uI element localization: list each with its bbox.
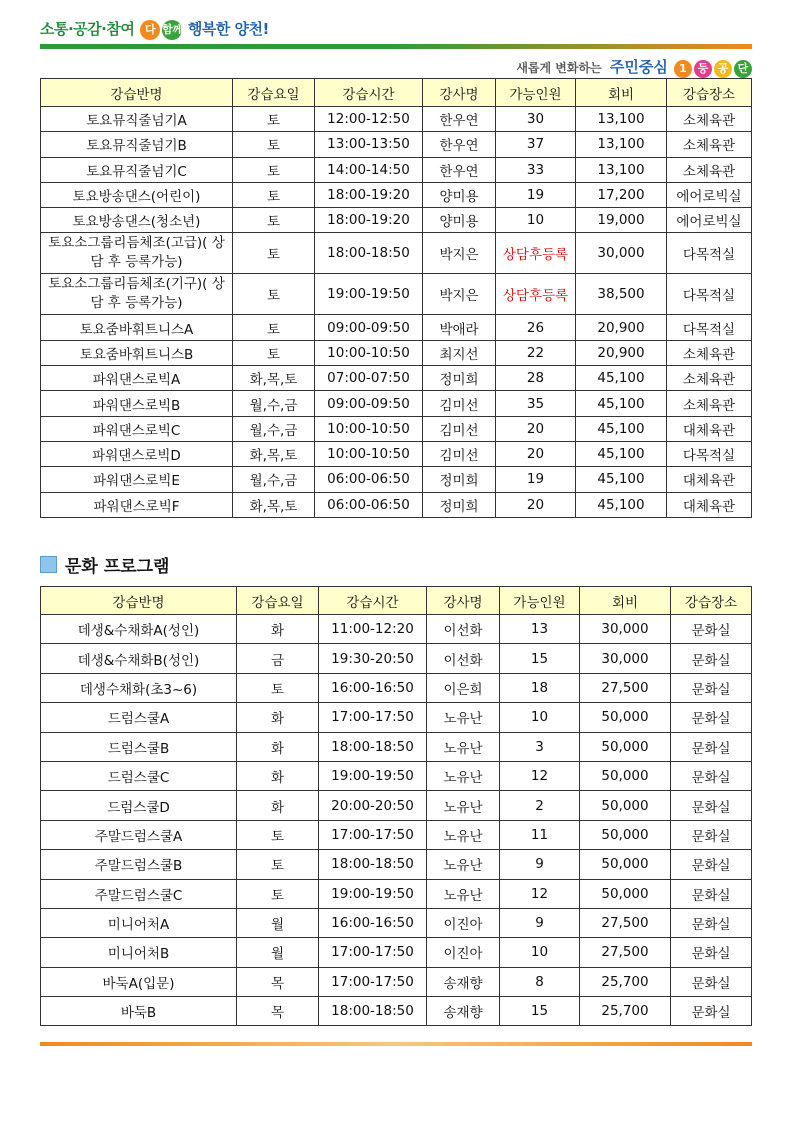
cell-instructor: 이진아 [427, 908, 500, 937]
table-row [41, 938, 752, 967]
cell-day: 월,수,금 [233, 467, 315, 492]
col-header-time: 강습시간 [319, 587, 427, 615]
cell-class-name: 파워댄스로빅D [41, 441, 233, 466]
cell-day: 화 [237, 615, 319, 644]
cell-class-name: 데생&수채화B(성인) [41, 644, 237, 673]
cell-capacity: 10 [500, 938, 580, 967]
cell-class-name: 바둑A(입문) [41, 967, 237, 996]
cell-class-name: 주말드럼스쿨C [41, 879, 237, 908]
cell-capacity: 20 [496, 441, 576, 466]
cell-place: 대체육관 [667, 492, 752, 517]
cell-class-name: 드럼스쿨A [41, 703, 237, 732]
cell-time: 19:00-19:50 [315, 274, 423, 315]
cell-fee: 19,000 [576, 208, 667, 233]
cell-class-name: 파워댄스로빅B [41, 391, 233, 416]
table-row [41, 233, 752, 274]
col-header-instructor: 강사명 [423, 79, 496, 107]
cell-instructor: 한우연 [423, 107, 496, 132]
cell-fee: 13,100 [576, 107, 667, 132]
table-header-row [41, 79, 752, 107]
table-row [41, 850, 752, 879]
cell-instructor: 김미선 [423, 416, 496, 441]
cell-capacity: 20 [496, 416, 576, 441]
cell-time: 12:00-12:50 [315, 107, 423, 132]
cell-place: 소체육관 [667, 340, 752, 365]
cell-day: 토 [233, 208, 315, 233]
sub-slogan-badge-1: 1 [674, 60, 692, 78]
cell-instructor: 이선화 [427, 644, 500, 673]
cell-day: 토 [237, 820, 319, 849]
cell-time: 17:00-17:50 [319, 938, 427, 967]
cell-fee: 38,500 [576, 274, 667, 315]
col-header-capacity: 가능인원 [500, 587, 580, 615]
cell-day: 월 [237, 938, 319, 967]
cell-time: 10:00-10:50 [315, 441, 423, 466]
cell-class-name: 토요방송댄스(청소년) [41, 208, 233, 233]
cell-day: 금 [237, 644, 319, 673]
cell-day: 토 [237, 850, 319, 879]
table-row [41, 132, 752, 157]
cell-fee: 50,000 [580, 761, 671, 790]
cell-class-name: 토요소그룹리듬체조(고급)( 상담 후 등록가능) [41, 233, 233, 274]
table-row [41, 107, 752, 132]
cell-time: 18:00-18:50 [319, 850, 427, 879]
cell-place: 문화실 [671, 938, 752, 967]
table-row [41, 908, 752, 937]
sub-slogan-badge-3: 공 [714, 60, 732, 78]
cell-fee: 45,100 [576, 492, 667, 517]
cell-class-name: 파워댄스로빅C [41, 416, 233, 441]
cell-day: 토 [237, 673, 319, 702]
cell-fee: 17,200 [576, 182, 667, 207]
cell-place: 소체육관 [667, 107, 752, 132]
cell-day: 화 [237, 791, 319, 820]
cell-capacity: 18 [500, 673, 580, 702]
cell-place: 소체육관 [667, 391, 752, 416]
cell-day: 토 [233, 132, 315, 157]
cell-instructor: 이진아 [427, 938, 500, 967]
table-row [41, 391, 752, 416]
sub-slogan [516, 56, 752, 78]
cell-instructor: 노유난 [427, 791, 500, 820]
cell-capacity: 13 [500, 615, 580, 644]
cell-fee: 13,100 [576, 132, 667, 157]
cell-day: 월,수,금 [233, 416, 315, 441]
table-row [41, 732, 752, 761]
cell-capacity: 15 [500, 997, 580, 1026]
cell-instructor: 한우연 [423, 157, 496, 182]
cell-instructor: 양미용 [423, 208, 496, 233]
cell-time: 09:00-09:50 [315, 391, 423, 416]
cell-capacity: 상담후등록 [496, 274, 576, 315]
table-row [41, 997, 752, 1026]
col-header-class: 강습반명 [41, 79, 233, 107]
table-row [41, 274, 752, 315]
col-header-fee: 회비 [576, 79, 667, 107]
cell-fee: 27,500 [580, 908, 671, 937]
cell-instructor: 김미선 [423, 441, 496, 466]
cell-time: 20:00-20:50 [319, 791, 427, 820]
cell-place: 문화실 [671, 703, 752, 732]
cell-class-name: 드럼스쿨C [41, 761, 237, 790]
cell-capacity: 20 [496, 492, 576, 517]
cell-class-name: 주말드럼스쿨B [41, 850, 237, 879]
cell-day: 토 [233, 233, 315, 274]
cell-place: 문화실 [671, 820, 752, 849]
cell-fee: 25,700 [580, 967, 671, 996]
cell-day: 토 [233, 157, 315, 182]
cell-day: 토 [233, 182, 315, 207]
cell-instructor: 양미용 [423, 182, 496, 207]
cell-place: 문화실 [671, 644, 752, 673]
cell-class-name: 토요소그룹리듬체조(기구)( 상담 후 등록가능) [41, 274, 233, 315]
cell-time: 11:00-12:20 [319, 615, 427, 644]
cell-fee: 30,000 [580, 615, 671, 644]
cell-time: 17:00-17:50 [319, 967, 427, 996]
cell-class-name: 데생수채화(초3~6) [41, 673, 237, 702]
cell-fee: 45,100 [576, 467, 667, 492]
cell-class-name: 토요줌바휘트니스A [41, 315, 233, 340]
cell-instructor: 김미선 [423, 391, 496, 416]
col-header-place: 강습장소 [667, 79, 752, 107]
cell-day: 월 [237, 908, 319, 937]
table-row [41, 340, 752, 365]
cell-day: 토 [233, 107, 315, 132]
cell-place: 문화실 [671, 761, 752, 790]
cell-class-name: 드럼스쿨B [41, 732, 237, 761]
cell-fee: 45,100 [576, 441, 667, 466]
header-rule [40, 44, 752, 49]
cell-capacity: 33 [496, 157, 576, 182]
cell-fee: 25,700 [580, 997, 671, 1026]
col-header-fee: 회비 [580, 587, 671, 615]
cell-capacity: 19 [496, 467, 576, 492]
cell-instructor: 이은희 [427, 673, 500, 702]
slogan-prefix: 소통·공감·참여 [40, 20, 135, 38]
sub-slogan-badge-4: 단 [734, 60, 752, 78]
cell-place: 문화실 [671, 967, 752, 996]
table-row [41, 182, 752, 207]
cell-fee: 27,500 [580, 673, 671, 702]
cell-place: 문화실 [671, 791, 752, 820]
cell-day: 화 [237, 761, 319, 790]
table-row [41, 315, 752, 340]
cell-instructor: 송재향 [427, 967, 500, 996]
table-row [41, 157, 752, 182]
cell-time: 19:00-19:50 [319, 879, 427, 908]
cell-class-name: 토요뮤직줄넘기C [41, 157, 233, 182]
cell-day: 토 [233, 274, 315, 315]
cell-capacity: 37 [496, 132, 576, 157]
cell-instructor: 정미희 [423, 467, 496, 492]
cell-capacity: 30 [496, 107, 576, 132]
cell-time: 06:00-06:50 [315, 492, 423, 517]
cell-place: 문화실 [671, 732, 752, 761]
cell-capacity: 10 [496, 208, 576, 233]
cell-place: 대체육관 [667, 467, 752, 492]
slogan-mark-da: 다 [140, 20, 160, 40]
col-header-day: 강습요일 [233, 79, 315, 107]
cell-time: 13:00-13:50 [315, 132, 423, 157]
cell-day: 화 [237, 732, 319, 761]
table-row [41, 416, 752, 441]
cell-instructor: 노유난 [427, 820, 500, 849]
cell-capacity: 8 [500, 967, 580, 996]
cell-day: 화,목,토 [233, 441, 315, 466]
cell-fee: 50,000 [580, 732, 671, 761]
cell-class-name: 드럼스쿨D [41, 791, 237, 820]
table-row [41, 492, 752, 517]
cell-class-name: 토요줌바휘트니스B [41, 340, 233, 365]
cell-time: 17:00-17:50 [319, 820, 427, 849]
cell-capacity: 3 [500, 732, 580, 761]
cell-instructor: 송재향 [427, 997, 500, 1026]
cell-class-name: 파워댄스로빅E [41, 467, 233, 492]
cell-fee: 50,000 [580, 820, 671, 849]
cell-instructor: 최지선 [423, 340, 496, 365]
slogan-suffix: 행복한 양천! [187, 20, 269, 38]
square-bullet-icon [40, 556, 57, 573]
cell-day: 목 [237, 967, 319, 996]
cell-class-name: 바둑B [41, 997, 237, 1026]
cell-time: 16:00-16:50 [319, 673, 427, 702]
cell-capacity: 26 [496, 315, 576, 340]
cell-fee: 30,000 [580, 644, 671, 673]
cell-instructor: 정미희 [423, 492, 496, 517]
cell-time: 10:00-10:50 [315, 340, 423, 365]
cell-place: 문화실 [671, 673, 752, 702]
cell-fee: 50,000 [580, 879, 671, 908]
cell-day: 화 [237, 703, 319, 732]
cell-class-name: 데생&수채화A(성인) [41, 615, 237, 644]
cell-capacity: 19 [496, 182, 576, 207]
cell-capacity: 11 [500, 820, 580, 849]
cell-place: 대체육관 [667, 416, 752, 441]
cell-capacity: 상담후등록 [496, 233, 576, 274]
cell-time: 19:00-19:50 [319, 761, 427, 790]
cell-time: 18:00-18:50 [315, 233, 423, 274]
cell-class-name: 토요뮤직줄넘기B [41, 132, 233, 157]
cell-place: 다목적실 [667, 315, 752, 340]
cell-place: 에어로빅실 [667, 208, 752, 233]
footer-rule [40, 1042, 752, 1046]
cell-day: 화,목,토 [233, 366, 315, 391]
table-row [41, 673, 752, 702]
cell-capacity: 9 [500, 850, 580, 879]
table-row [41, 366, 752, 391]
cell-capacity: 12 [500, 879, 580, 908]
header-slogan [40, 18, 269, 40]
cell-capacity: 10 [500, 703, 580, 732]
sports-program-table [40, 78, 752, 518]
col-header-instructor: 강사명 [427, 587, 500, 615]
cell-place: 문화실 [671, 908, 752, 937]
sub-slogan-prefix: 새롭게 변화하는 [516, 61, 602, 75]
cell-day: 목 [237, 997, 319, 1026]
cell-fee: 45,100 [576, 366, 667, 391]
col-header-time: 강습시간 [315, 79, 423, 107]
cell-instructor: 노유난 [427, 850, 500, 879]
cell-place: 소체육관 [667, 366, 752, 391]
cell-instructor: 노유난 [427, 703, 500, 732]
cell-place: 문화실 [671, 879, 752, 908]
table-row [41, 615, 752, 644]
cell-class-name: 파워댄스로빅A [41, 366, 233, 391]
cell-fee: 50,000 [580, 703, 671, 732]
cell-instructor: 박지은 [423, 274, 496, 315]
cell-capacity: 28 [496, 366, 576, 391]
cell-class-name: 미니어처A [41, 908, 237, 937]
table-header-row [41, 587, 752, 615]
cell-capacity: 35 [496, 391, 576, 416]
table-row [41, 879, 752, 908]
cell-capacity: 22 [496, 340, 576, 365]
cell-capacity: 2 [500, 791, 580, 820]
cell-place: 소체육관 [667, 157, 752, 182]
cell-time: 17:00-17:50 [319, 703, 427, 732]
slogan-mark-together: 함께 [162, 20, 182, 40]
culture-title-text: 문화 프로그램 [65, 557, 170, 577]
cell-fee: 30,000 [576, 233, 667, 274]
cell-time: 14:00-14:50 [315, 157, 423, 182]
cell-fee: 13,100 [576, 157, 667, 182]
cell-place: 다목적실 [667, 233, 752, 274]
table-row [41, 820, 752, 849]
culture-program-table [40, 586, 752, 1026]
cell-fee: 50,000 [580, 791, 671, 820]
cell-class-name: 토요뮤직줄넘기A [41, 107, 233, 132]
table-row [41, 791, 752, 820]
cell-time: 18:00-19:20 [315, 208, 423, 233]
cell-instructor: 노유난 [427, 732, 500, 761]
cell-fee: 50,000 [580, 850, 671, 879]
col-header-class: 강습반명 [41, 587, 237, 615]
cell-fee: 20,900 [576, 315, 667, 340]
table-row [41, 467, 752, 492]
cell-capacity: 15 [500, 644, 580, 673]
cell-day: 화,목,토 [233, 492, 315, 517]
cell-time: 06:00-06:50 [315, 467, 423, 492]
cell-class-name: 파워댄스로빅F [41, 492, 233, 517]
cell-time: 09:00-09:50 [315, 315, 423, 340]
cell-day: 토 [233, 340, 315, 365]
table-row [41, 967, 752, 996]
sub-slogan-badge-2: 등 [694, 60, 712, 78]
cell-fee: 45,100 [576, 391, 667, 416]
cell-place: 문화실 [671, 615, 752, 644]
cell-time: 18:00-18:50 [319, 997, 427, 1026]
cell-class-name: 토요방송댄스(어린이) [41, 182, 233, 207]
cell-instructor: 노유난 [427, 761, 500, 790]
cell-instructor: 박애라 [423, 315, 496, 340]
cell-instructor: 노유난 [427, 879, 500, 908]
cell-instructor: 박지은 [423, 233, 496, 274]
cell-day: 토 [233, 315, 315, 340]
cell-class-name: 미니어처B [41, 938, 237, 967]
cell-capacity: 9 [500, 908, 580, 937]
cell-place: 다목적실 [667, 441, 752, 466]
cell-class-name: 주말드럼스쿨A [41, 820, 237, 849]
cell-place: 다목적실 [667, 274, 752, 315]
cell-time: 18:00-19:20 [315, 182, 423, 207]
table-row [41, 441, 752, 466]
cell-time: 16:00-16:50 [319, 908, 427, 937]
cell-place: 에어로빅실 [667, 182, 752, 207]
cell-instructor: 이선화 [427, 615, 500, 644]
cell-place: 소체육관 [667, 132, 752, 157]
sub-slogan-main: 주민중심 [609, 58, 668, 76]
cell-capacity: 12 [500, 761, 580, 790]
cell-instructor: 정미희 [423, 366, 496, 391]
col-header-place: 강습장소 [671, 587, 752, 615]
cell-day: 월,수,금 [233, 391, 315, 416]
col-header-day: 강습요일 [237, 587, 319, 615]
culture-section-title [40, 552, 169, 577]
col-header-capacity: 가능인원 [496, 79, 576, 107]
cell-instructor: 한우연 [423, 132, 496, 157]
table-row [41, 703, 752, 732]
cell-time: 07:00-07:50 [315, 366, 423, 391]
table-row [41, 208, 752, 233]
cell-time: 18:00-18:50 [319, 732, 427, 761]
cell-time: 19:30-20:50 [319, 644, 427, 673]
cell-time: 10:00-10:50 [315, 416, 423, 441]
table-row [41, 644, 752, 673]
cell-place: 문화실 [671, 997, 752, 1026]
cell-fee: 45,100 [576, 416, 667, 441]
cell-fee: 27,500 [580, 938, 671, 967]
cell-place: 문화실 [671, 850, 752, 879]
cell-day: 토 [237, 879, 319, 908]
table-row [41, 761, 752, 790]
cell-fee: 20,900 [576, 340, 667, 365]
